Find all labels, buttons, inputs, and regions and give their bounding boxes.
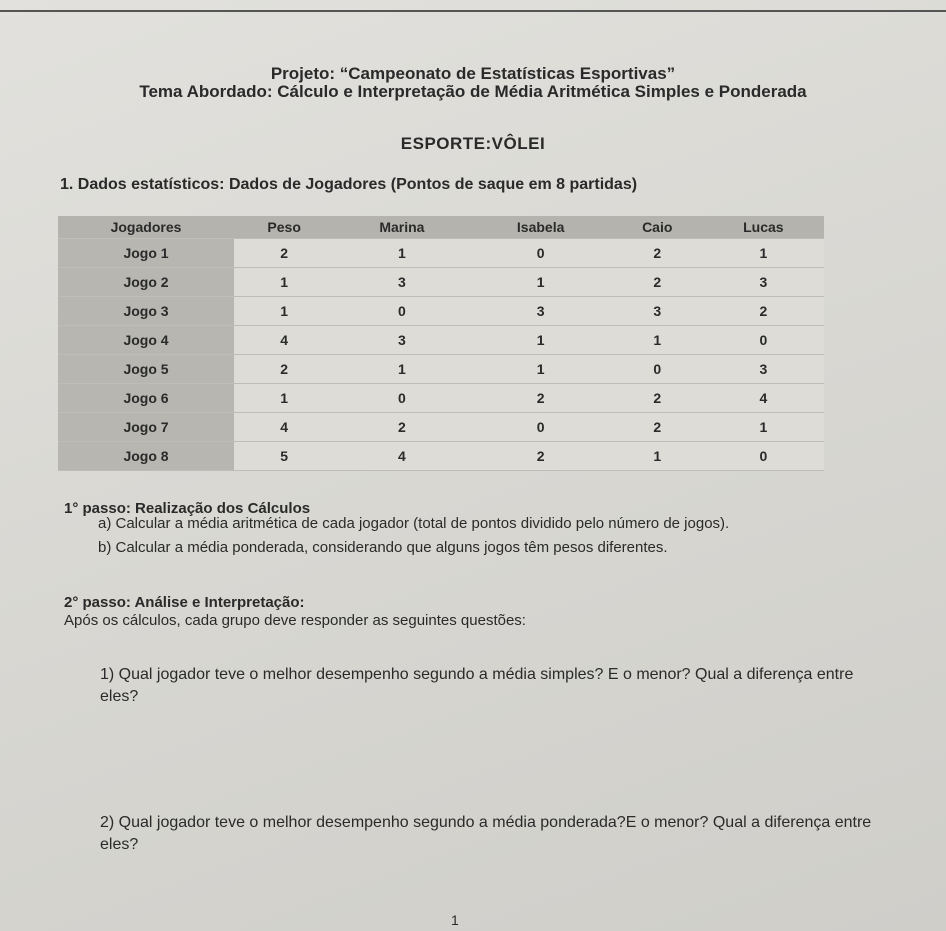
table-cell: 1: [612, 442, 703, 471]
table-cell: 4: [234, 413, 334, 442]
table-cell: 5: [234, 442, 334, 471]
column-header: Jogadores: [58, 216, 234, 239]
game-label: Jogo 3: [58, 297, 234, 326]
table-cell: 1: [470, 268, 612, 297]
table-cell: 1: [612, 326, 703, 355]
table-cell: 0: [334, 297, 469, 326]
game-label: Jogo 5: [58, 355, 234, 384]
table-cell: 2: [470, 384, 612, 413]
table-cell: 2: [612, 268, 703, 297]
table-cell: 1: [470, 326, 612, 355]
table-row: [58, 442, 824, 471]
table-cell: 1: [234, 268, 334, 297]
game-label: Jogo 1: [58, 239, 234, 268]
step2-title: 2° passo: Análise e Interpretação:: [64, 594, 305, 611]
table-cell: 0: [334, 384, 469, 413]
table-header-row: [58, 216, 824, 239]
step1-item-b: b) Calcular a média ponderada, considerando que alguns jogos têm pesos diferentes.: [98, 539, 668, 556]
table-cell: 0: [703, 326, 824, 355]
table-row: [58, 384, 824, 413]
column-header: Caio: [612, 216, 703, 239]
table-cell: 2: [234, 239, 334, 268]
table-cell: 4: [234, 326, 334, 355]
table-cell: 0: [612, 355, 703, 384]
table-row: [58, 239, 824, 268]
table-row: [58, 413, 824, 442]
game-label: Jogo 4: [58, 326, 234, 355]
table-cell: 1: [703, 413, 824, 442]
game-label: Jogo 2: [58, 268, 234, 297]
table-cell: 3: [703, 268, 824, 297]
table-cell: 0: [703, 442, 824, 471]
table-cell: 3: [612, 297, 703, 326]
table-cell: 1: [703, 239, 824, 268]
step2-intro: Após os cálculos, cada grupo deve responder as seguintes questões:: [64, 612, 526, 629]
question-1: 1) Qual jogador teve o melhor desempenho segundo a média simples? E o menor? Qual a diferença entre eles?: [100, 666, 854, 705]
game-label: Jogo 6: [58, 384, 234, 413]
step1-title: 1° passo: Realização dos Cálculos: [64, 500, 311, 517]
column-header: Marina: [334, 216, 469, 239]
table-cell: 0: [470, 413, 612, 442]
column-header: Isabela: [470, 216, 612, 239]
table-cell: 3: [470, 297, 612, 326]
game-label: Jogo 8: [58, 442, 234, 471]
table-cell: 2: [334, 413, 469, 442]
section-heading: 1. Dados estatísticos: Dados de Jogadores (Pontos de saque em 8 partidas): [60, 176, 638, 193]
table-cell: 2: [234, 355, 334, 384]
table-cell: 1: [470, 355, 612, 384]
game-label: Jogo 7: [58, 413, 234, 442]
table-row: [58, 326, 824, 355]
table-cell: 0: [470, 239, 612, 268]
table-cell: 4: [334, 442, 469, 471]
column-header: Peso: [234, 216, 334, 239]
page-number: 1: [451, 912, 459, 928]
table-cell: 3: [334, 268, 469, 297]
table-cell: 4: [703, 384, 824, 413]
top-divider: [0, 10, 946, 12]
table-cell: 2: [470, 442, 612, 471]
table-cell: 1: [234, 297, 334, 326]
sport-title: ESPORTE:VÔLEI: [400, 134, 546, 153]
table-cell: 1: [334, 239, 469, 268]
table-cell: 3: [334, 326, 469, 355]
table-cell: 2: [612, 239, 703, 268]
table-row: [58, 297, 824, 326]
theme-title: Tema Abordado: Cálculo e Interpretação de Média Aritmética Simples e Ponderada: [139, 82, 807, 101]
players-table: [58, 216, 824, 471]
table-cell: 2: [612, 413, 703, 442]
question-2: 2) Qual jogador teve o melhor desempenho segundo a média ponderada?E o menor? Qual a diferença entre eles?: [100, 814, 872, 853]
project-title: Projeto: “Campeonato de Estatísticas Esportivas”: [270, 64, 676, 83]
step1-item-a: a) Calcular a média aritmética de cada jogador (total de pontos dividido pelo número de jogos).: [98, 515, 730, 532]
table-row: [58, 268, 824, 297]
table-cell: 2: [612, 384, 703, 413]
table-cell: 3: [703, 355, 824, 384]
table-cell: 1: [234, 384, 334, 413]
column-header: Lucas: [703, 216, 824, 239]
table-cell: 1: [334, 355, 469, 384]
table-row: [58, 355, 824, 384]
table-cell: 2: [703, 297, 824, 326]
